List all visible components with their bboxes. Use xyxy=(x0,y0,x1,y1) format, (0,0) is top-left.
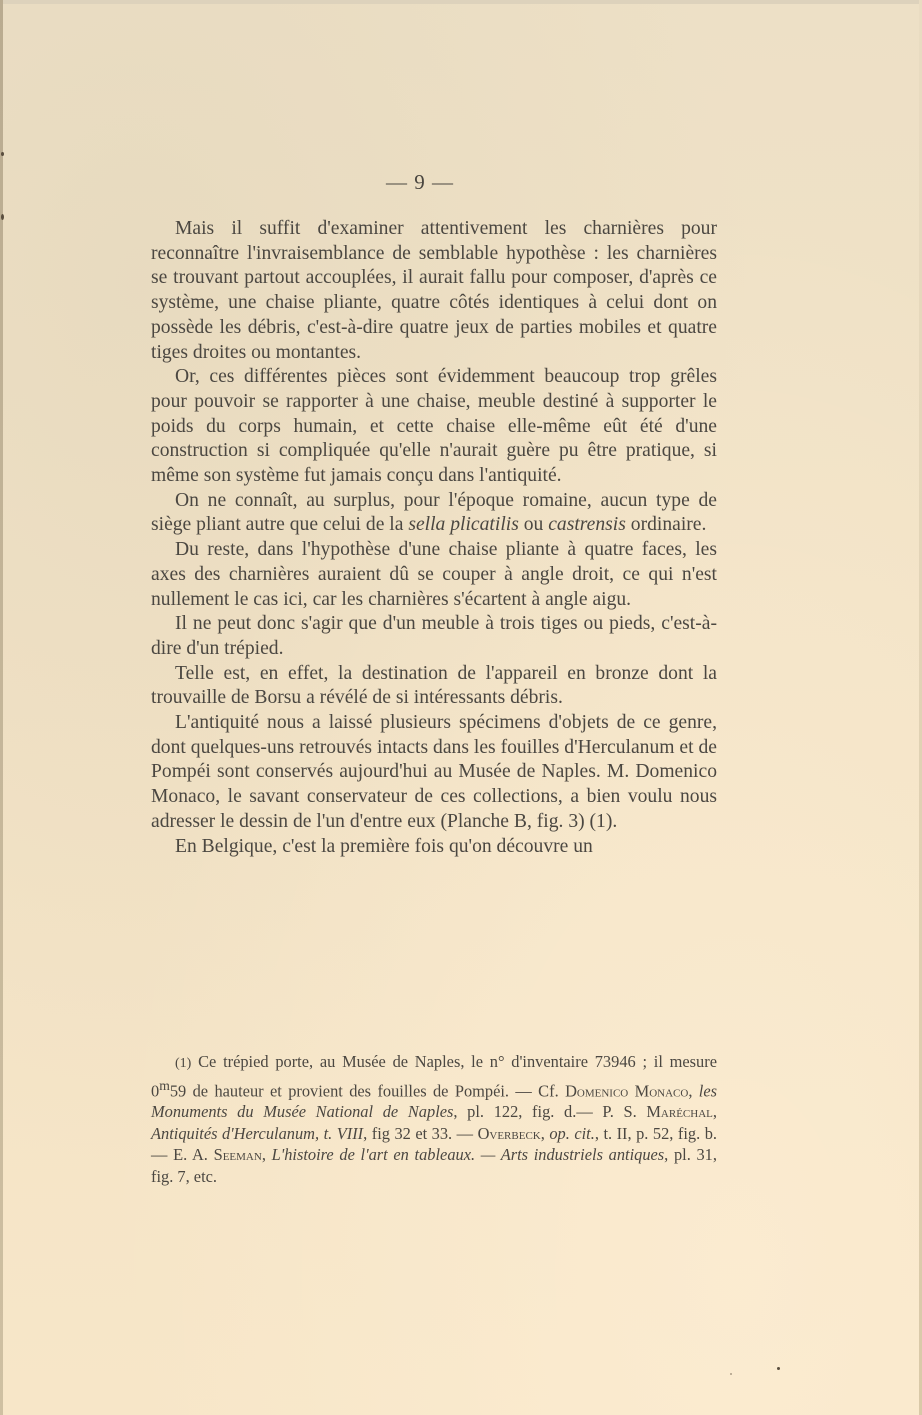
paragraph: Mais il suffit d'examiner attentivement les charnières pour reconnaître l'invraisemblance de semblable hypothèse : les charnières se trouvant partout accouplées, il aurait fallu pour composer, d'après ce système, une chaise pliante, quatre côtés identiques à celui dont on possède les débris, c'est-à-dire quatre jeux de parties mobiles et quatre tiges droites ou montantes. xyxy=(151,218,717,363)
page-left-edge xyxy=(0,0,3,1415)
latin-term: sella plicatilis xyxy=(408,514,519,536)
footnote-text: , pl. 122, fig. d.— P. S. xyxy=(453,1102,647,1122)
paragraph: L'antiquité nous a laissé plusieurs spécimens d'objets de ce genre, dont quelques-uns retrouvés intacts dans les fouilles d'Herculanum et de Pompéi sont conservés aujourd'hui au Musée de Naples. M. Domenico Monaco, le savant conservateur de ces collections, a bien voulu nous adresser le dessin de l'un d'entre eux (Planche B, fig. 3) (1). xyxy=(151,712,717,832)
page-top-edge xyxy=(0,0,922,4)
book-title: op. cit. xyxy=(549,1123,595,1143)
paper-speck xyxy=(1,214,4,220)
footnote xyxy=(151,1051,717,1187)
footnote-text: , xyxy=(712,1102,717,1122)
paper-speck xyxy=(777,1367,780,1370)
paper-speck xyxy=(730,1373,732,1375)
paragraph-text: On ne connaît, au surplus, pour l'époque romaine, aucun type de siège pliant autre que celui de la xyxy=(151,489,717,536)
footnote-text: , pl. 31, fig. 7, etc. xyxy=(151,1145,717,1186)
author-name: Maréchal xyxy=(646,1102,713,1122)
footnote-text: , xyxy=(261,1145,272,1165)
footnote-text: , t. II, p. 52, fig. b. — E. A. xyxy=(151,1123,717,1165)
paragraph xyxy=(151,489,717,538)
footnote-text: Ce trépied porte, au Musée de Naples, le n° d'inventaire 73946 ; il mesure 0 xyxy=(151,1052,717,1100)
footnote-text: , xyxy=(688,1080,699,1100)
paragraph: Or, ces différentes pièces sont évidemment beaucoup trop grêles pour pouvoir se rapporter à une chaise, meuble destiné à supporter le poids du corps humain, et cette chaise elle-même eût été d'une construction si compliquée qu'elle n'aurait guère pu être pratique, si même son système fut jamais conçu dans l'antiquité. xyxy=(151,366,717,487)
body-text xyxy=(151,217,717,859)
paragraph-text: ou xyxy=(518,514,549,536)
unit-superscript: m xyxy=(159,1077,170,1093)
paragraph: En Belgique, c'est la première fois qu'on découvre un xyxy=(175,835,593,857)
book-title: L'histoire de l'art en tableaux. — Arts industriels antiques xyxy=(271,1145,665,1165)
footnote-text: , fig 32 et 33. — xyxy=(363,1123,478,1143)
book-title: les Monuments du Musée National de Naples xyxy=(151,1080,718,1122)
author-name: Seeman xyxy=(213,1145,262,1165)
footnote-text: 59 de hauteur et provient des fouilles de Pompéi. — Cf. xyxy=(169,1080,566,1100)
latin-term: castrensis xyxy=(548,514,626,536)
footnote-text: , xyxy=(540,1123,550,1143)
paragraph: Du reste, dans l'hypothèse d'une chaise pliante à quatre faces, les axes des charnières auraient dû se couper à angle droit, ce qui n'est nullement le cas ici, car les charnières s'écartent à angle aigu. xyxy=(151,539,717,610)
author-name: Overbeck xyxy=(477,1123,541,1143)
footnotes xyxy=(151,1051,717,1187)
author-name: Domenico Monaco xyxy=(565,1080,689,1100)
book-title: Antiquités d'Herculanum, t. VIII xyxy=(151,1123,364,1143)
paragraph: Telle est, en effet, la destination de l'appareil en bronze dont la trouvaille de Borsu a révélé de si intéressants débris. xyxy=(151,662,717,709)
footnote-marker: (1) xyxy=(175,1056,192,1071)
page-number: — 9 — xyxy=(386,170,454,194)
paper-speck xyxy=(1,152,4,156)
paragraph: Il ne peut donc s'agir que d'un meuble à trois tiges ou pieds, c'est-à-dire d'un trépied. xyxy=(151,613,717,659)
paragraph-text: ordinaire. xyxy=(625,514,707,536)
